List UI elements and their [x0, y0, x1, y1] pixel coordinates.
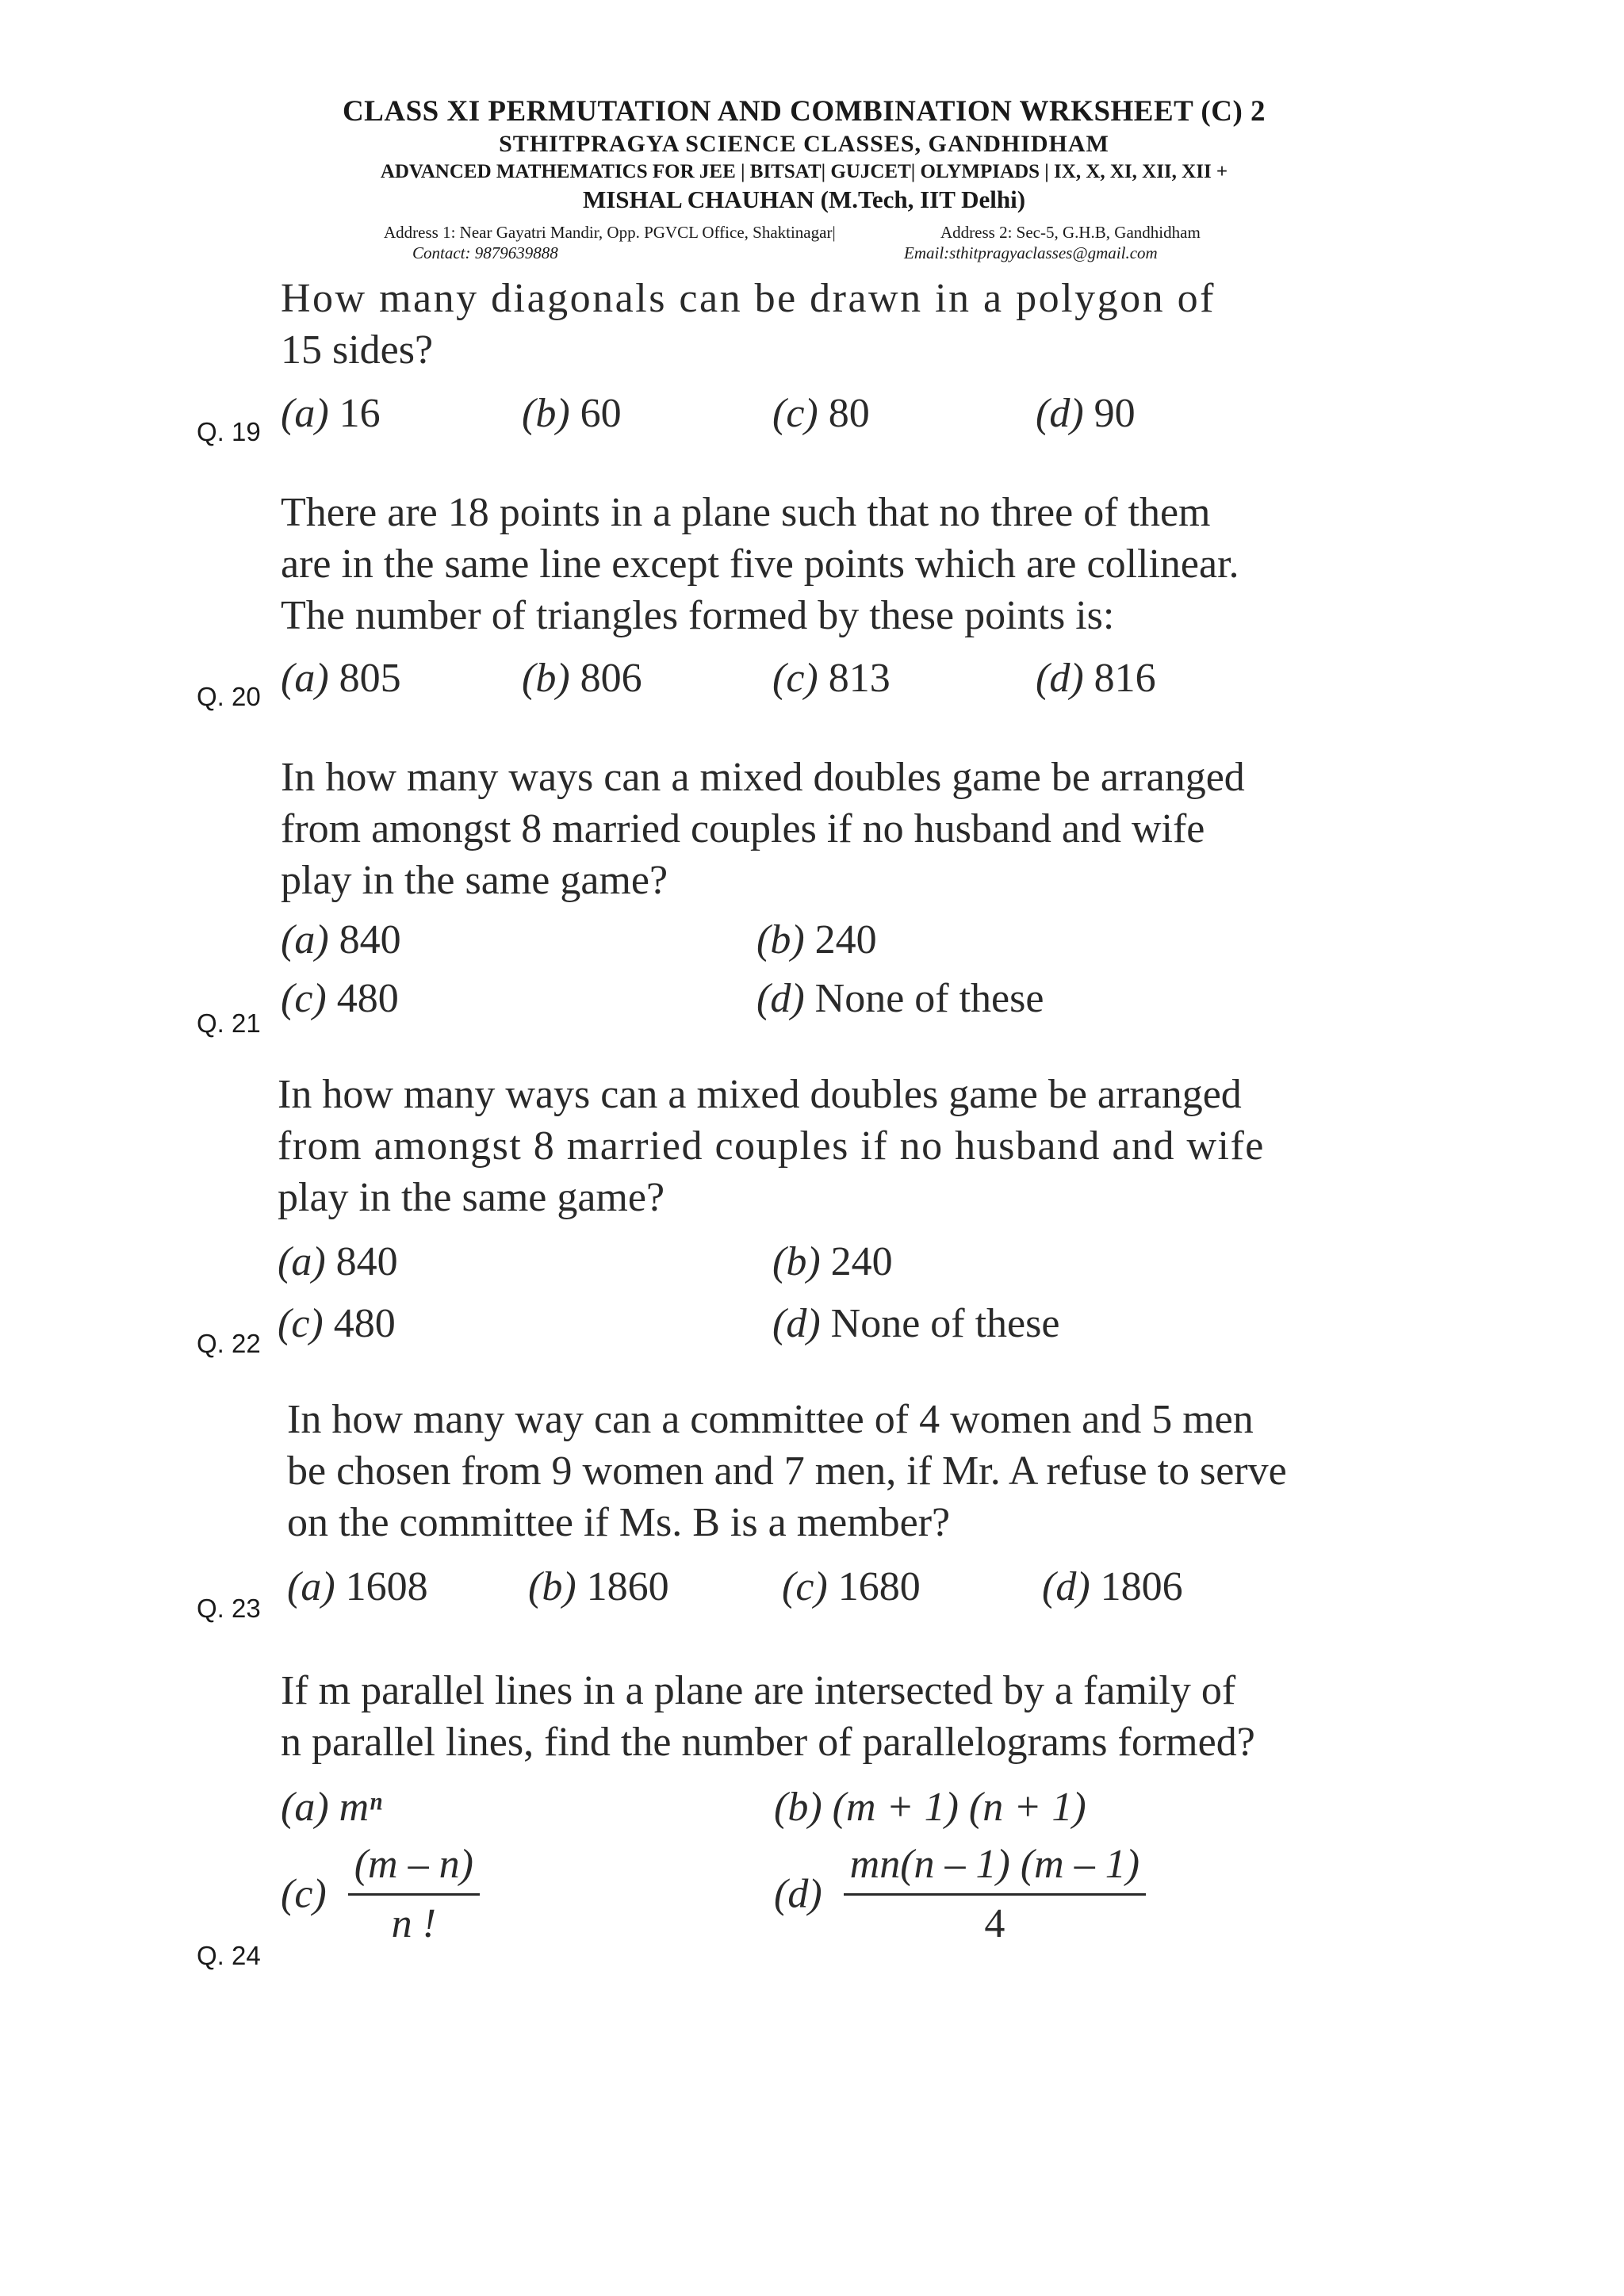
fraction — [844, 1841, 1146, 1948]
q23-option-a: (a) 1608 — [287, 1564, 428, 1609]
question-20-text — [281, 487, 1327, 641]
question-line: are in the same line except five points which are collinear. — [281, 541, 1239, 587]
q23-option-d: (d) 1806 — [1042, 1564, 1183, 1609]
question-line: from amongst 8 married couples if no husband and wife — [278, 1123, 1265, 1169]
q20-option-d: (d) 816 — [1036, 656, 1156, 701]
question-number-23: Q. 23 — [197, 1594, 261, 1623]
question-22-text — [278, 1069, 1332, 1223]
fraction-denominator: 4 — [984, 1901, 1005, 1946]
address-1: Address 1: Near Gayatri Mandir, Opp. PGVCL Office, Shaktinagar| — [384, 223, 836, 242]
q20-option-a: (a) 805 — [281, 656, 401, 701]
question-line: on the committee if Ms. B is a member? — [287, 1500, 951, 1545]
q22-option-c: (c) 480 — [278, 1301, 396, 1346]
address-2: Address 2: Sec-5, G.H.B, Gandhidham — [940, 223, 1201, 242]
question-line: There are 18 points in a plane such that no three of them — [281, 490, 1211, 535]
question-19-text — [281, 273, 1304, 376]
question-line: In how many ways can a mixed doubles game be arranged — [278, 1072, 1242, 1117]
q24-option-d: (d) $\frac{mn(n - 1) (m - 1)}{4}$ — [774, 1841, 1146, 1948]
question-number-24: Q. 24 — [197, 1941, 261, 1970]
worksheet-header — [0, 94, 1624, 214]
question-number-22: Q. 22 — [197, 1329, 261, 1358]
q23-option-b: (b) 1860 — [528, 1564, 669, 1609]
worksheet-title: CLASS XI PERMUTATION AND COMBINATION WRKSHEET (C) 2 — [342, 95, 1266, 128]
teacher-name: MISHAL CHAUHAN (M.Tech, IIT Delhi) — [582, 186, 1026, 213]
question-number-20: Q. 20 — [197, 682, 261, 711]
question-line: from amongst 8 married couples if no husband and wife — [281, 806, 1205, 851]
fraction-numerator: (m – n) — [348, 1841, 480, 1896]
q22-option-d: (d) None of these — [772, 1301, 1060, 1346]
q21-option-b: (b) 240 — [756, 917, 877, 962]
question-line: n parallel lines, find the number of parallelograms formed? — [281, 1720, 1255, 1765]
contact-number: Contact: 9879639888 — [412, 243, 558, 262]
q20-option-c: (c) 813 — [772, 656, 891, 701]
question-line: play in the same game? — [281, 858, 668, 903]
q20-option-b: (b) 806 — [522, 656, 642, 701]
q21-option-c: (c) 480 — [281, 976, 399, 1021]
question-line: How many diagonals can be drawn in a polygon of — [281, 276, 1216, 321]
question-line: The number of triangles formed by these points is: — [281, 593, 1115, 638]
fraction — [348, 1841, 480, 1948]
question-line: In how many way can a committee of 4 women and 5 men — [287, 1397, 1254, 1442]
q21-option-d: (d) None of these — [756, 976, 1044, 1021]
contact-email: Email:sthitpragyaclasses@gmail.com — [904, 243, 1158, 262]
institute-tagline: ADVANCED MATHEMATICS FOR JEE | BITSAT| GUJCET| OLYMPIADS | IX, X, XI, XII, XII + — [380, 161, 1228, 182]
q19-option-b: (b) 60 — [522, 391, 622, 436]
question-line: play in the same game? — [278, 1175, 665, 1220]
question-21-text — [281, 752, 1327, 906]
question-number-19: Q. 19 — [197, 417, 261, 446]
q22-option-b: (b) 240 — [772, 1239, 893, 1284]
q23-option-c: (c) 1680 — [782, 1564, 921, 1609]
q19-option-c: (c) 80 — [772, 391, 870, 436]
q24-option-a: (a) mⁿ — [281, 1785, 382, 1830]
question-line: If m parallel lines in a plane are intersected by a family of — [281, 1668, 1236, 1713]
q21-option-a: (a) 840 — [281, 917, 401, 962]
q24-option-c: (c) $\frac{(m - n)}{n !}$ — [281, 1841, 480, 1948]
fraction-denominator: n ! — [391, 1901, 436, 1946]
q24-option-b: (b) (m + 1) (n + 1) — [774, 1785, 1086, 1830]
question-number-21: Q. 21 — [197, 1008, 261, 1038]
question-24-text — [281, 1665, 1343, 1768]
question-line: be chosen from 9 women and 7 men, if Mr. A refuse to serve — [287, 1448, 1287, 1494]
q22-option-a: (a) 840 — [278, 1239, 398, 1284]
institute-name: STHITPRAGYA SCIENCE CLASSES, GANDHIDHAM — [499, 131, 1109, 157]
q19-option-d: (d) 90 — [1036, 391, 1136, 436]
q19-option-a: (a) 16 — [281, 391, 381, 436]
question-23-text — [287, 1394, 1342, 1548]
question-line: 15 sides? — [281, 327, 434, 373]
question-line: In how many ways can a mixed doubles game be arranged — [281, 755, 1245, 800]
fraction-numerator: mn(n – 1) (m – 1) — [844, 1841, 1146, 1896]
